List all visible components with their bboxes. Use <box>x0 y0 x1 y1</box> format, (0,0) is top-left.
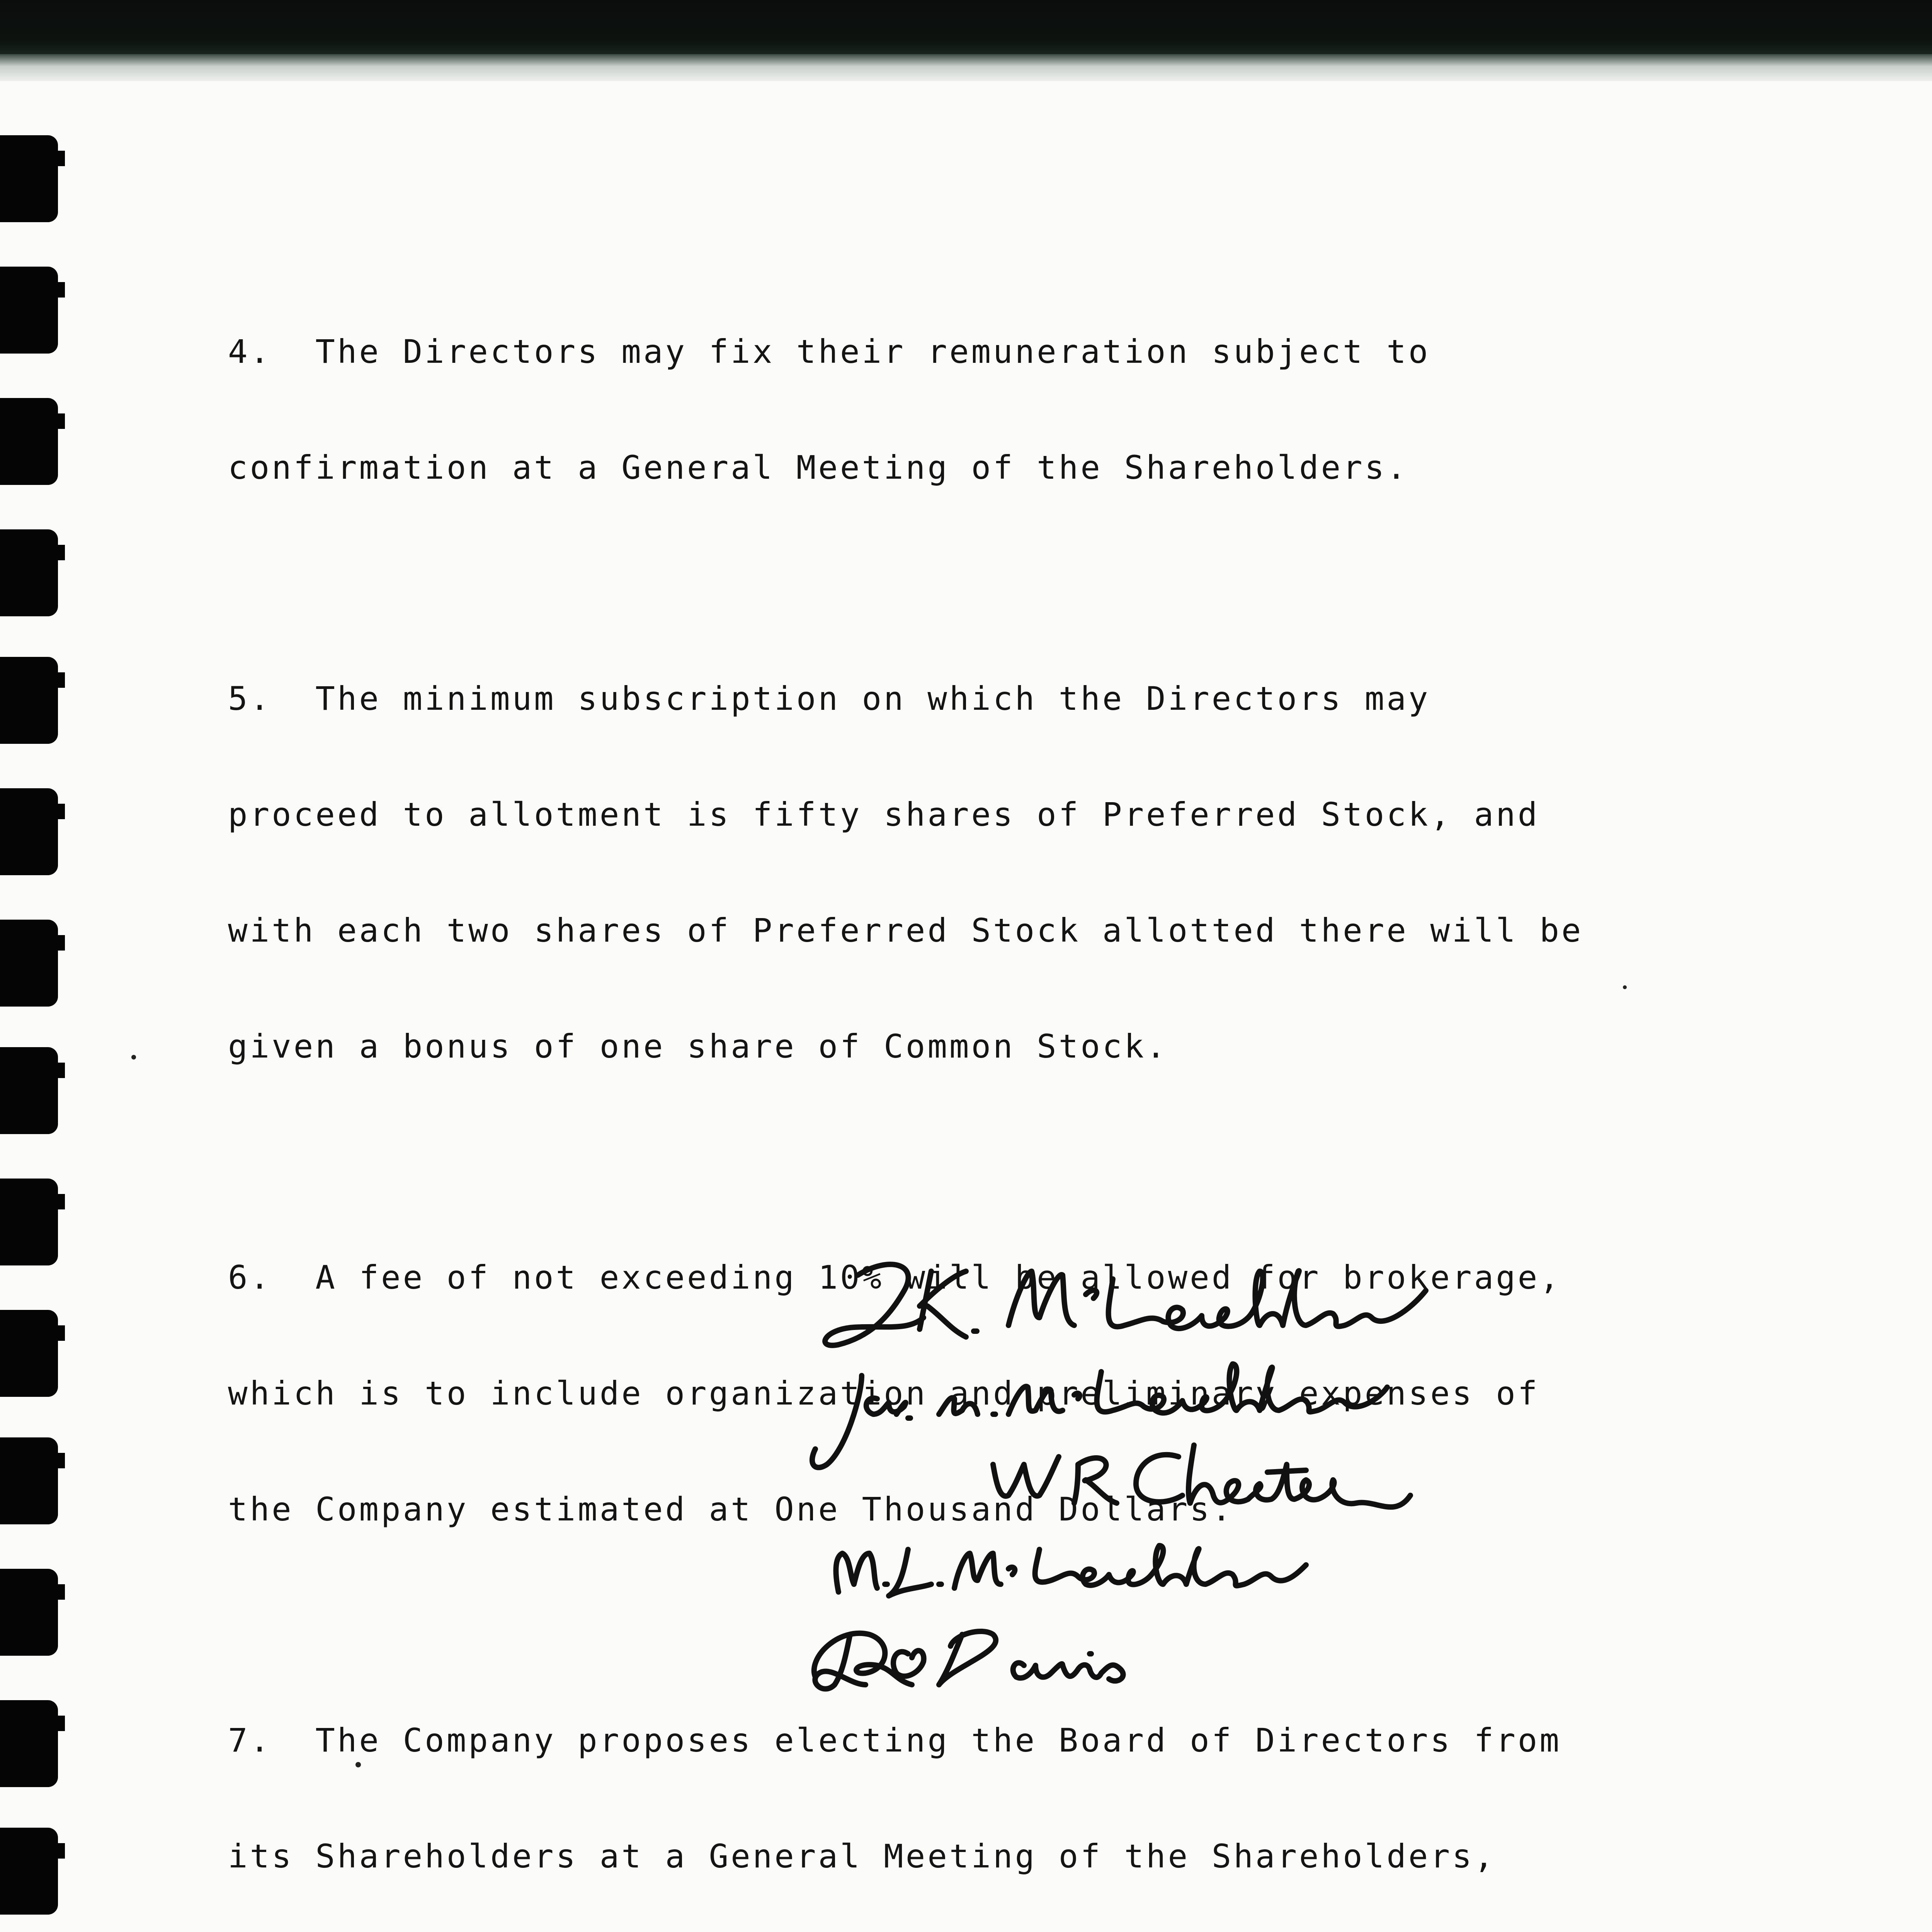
scan-speck <box>355 1762 361 1767</box>
signature-r-davis <box>814 1631 1123 1689</box>
signatures-drawing <box>792 1248 1681 1789</box>
binding-hole <box>0 788 58 875</box>
scan-speck <box>131 1055 136 1060</box>
text-line: with each two shares of Preferred Stock allotted there will be <box>228 912 1583 949</box>
binding-hole <box>0 1828 58 1915</box>
scan-speck <box>1623 985 1627 989</box>
text-line: 7. The Company proposes electing the Board of Directors from <box>228 1721 1561 1759</box>
binding-hole <box>0 267 58 354</box>
text-line: confirmation at a General Meeting of the Shareholders. <box>228 449 1408 486</box>
binding-hole <box>0 1437 58 1524</box>
signature-ml-mclauchlan <box>836 1546 1306 1596</box>
binding-hole <box>0 529 58 616</box>
text-line: 6. A fee of not exceeding 10% will be allowed for brokerage, <box>228 1259 1561 1296</box>
page-top-edge <box>0 54 1932 81</box>
binding-hole <box>0 1310 58 1397</box>
binding-hole <box>0 398 58 485</box>
signature-wr-chester <box>993 1445 1410 1507</box>
text-line: given a bonus of one share of Common Stock. <box>228 1027 1168 1065</box>
signature-jas-m-mclauchlan <box>812 1364 1387 1468</box>
binding-hole <box>0 135 58 222</box>
binding-hole <box>0 1047 58 1134</box>
binding-hole <box>0 920 58 1007</box>
text-line: proceed to allotment is fifty shares of Preferred Stock, and <box>228 796 1540 833</box>
text-line: its Shareholders at a General Meeting of the Shareholders, <box>228 1837 1496 1875</box>
signature-jk-mclauchlan <box>825 1264 1426 1345</box>
binding-hole <box>0 657 58 744</box>
binding-hole <box>0 1179 58 1265</box>
scan-top-shadow <box>0 0 1932 58</box>
text-line: the Company estimated at One Thousand Dollars. <box>228 1490 1234 1528</box>
spiral-binding-holes <box>0 0 73 1932</box>
text-line: 4. The Directors may fix their remuneration subject to <box>228 333 1430 371</box>
text-line: 5. The minimum subscription on which the Directors may <box>228 680 1430 718</box>
binding-hole <box>0 1569 58 1656</box>
handwritten-signatures <box>792 1248 1681 1789</box>
text-line: which is to include organization and preliminary expenses of <box>228 1374 1540 1412</box>
paragraph-item-5 <box>228 602 1696 1143</box>
paragraph-item-4 <box>228 255 1696 564</box>
binding-hole <box>0 1700 58 1787</box>
